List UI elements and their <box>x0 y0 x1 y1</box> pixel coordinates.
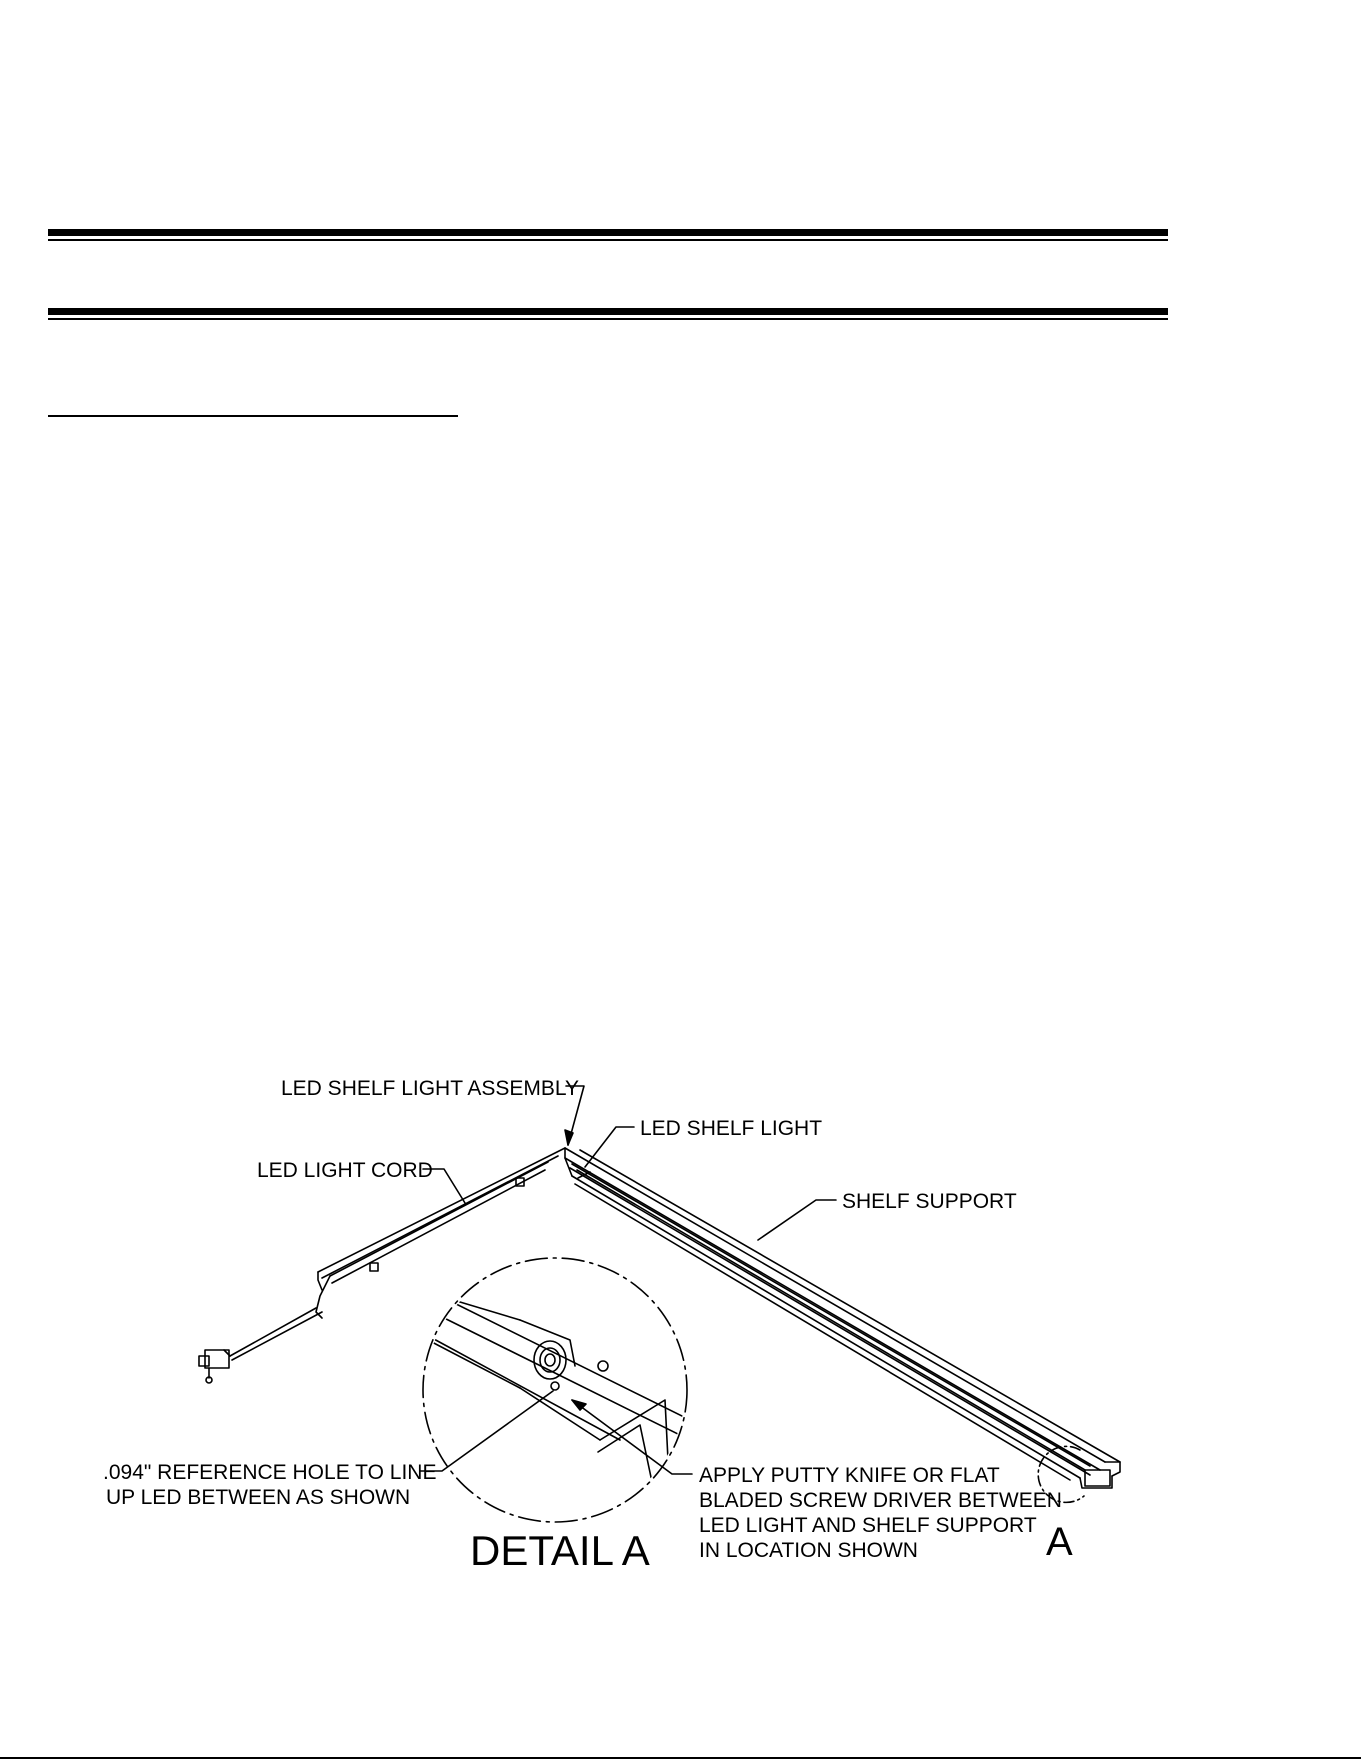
label-led-shelf-light: LED SHELF LIGHT <box>640 1117 823 1140</box>
leader-shelf-light <box>585 1127 634 1167</box>
page-bottom-rule <box>0 1757 1361 1759</box>
label-shelf-support: SHELF SUPPORT <box>842 1190 1017 1213</box>
label-reference-hole-line2: UP LED BETWEEN AS SHOWN <box>106 1486 411 1509</box>
label-led-shelf-light-assembly: LED SHELF LIGHT ASSEMBLY <box>281 1077 579 1100</box>
label-putty-line1: APPLY PUTTY KNIFE OR FLAT <box>699 1464 1000 1487</box>
label-detail-marker-a: A <box>1046 1520 1073 1564</box>
leader-reference-hole <box>420 1391 553 1471</box>
label-detail-a: DETAIL A <box>470 1527 650 1574</box>
label-putty-line4: IN LOCATION SHOWN <box>699 1539 918 1562</box>
label-putty-line3: LED LIGHT AND SHELF SUPPORT <box>699 1514 1037 1537</box>
label-reference-hole-line1: .094" REFERENCE HOLE TO LINE <box>103 1461 437 1484</box>
led-light-cord <box>199 1308 322 1383</box>
label-putty-line2: BLADED SCREW DRIVER BETWEEN <box>699 1489 1062 1512</box>
leader-shelf-support <box>758 1200 836 1240</box>
label-led-light-cord: LED LIGHT CORD <box>257 1159 433 1182</box>
